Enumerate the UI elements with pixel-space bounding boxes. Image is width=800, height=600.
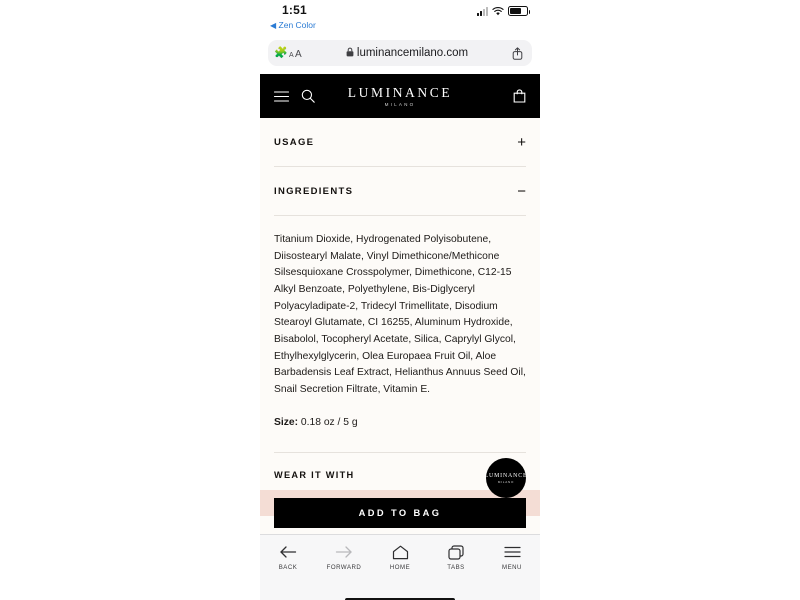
share-icon[interactable] — [508, 47, 526, 60]
add-to-bag-button[interactable]: ADD TO BAG — [274, 498, 526, 528]
extension-icon[interactable]: 🧩 — [274, 46, 288, 59]
home-indicator-area — [260, 593, 540, 600]
return-to-app-link[interactable] — [270, 20, 316, 30]
toolbar-home-button[interactable] — [376, 543, 424, 571]
accordion-usage-label: USAGE — [274, 137, 315, 148]
size-label: Size: — [274, 416, 299, 428]
toolbar-back-button[interactable] — [264, 543, 312, 571]
brand-subtitle: MILANO — [384, 102, 416, 107]
plus-icon: + — [517, 134, 526, 151]
browser-address-bar-container — [260, 36, 540, 74]
ingredients-text: Titanium Dioxide, Hydrogenated Polyisobutene, Diisostearyl Malate, Vinyl Dimethicone/Methicone Silsesquioxane Crosspolymer, Dimethicone, C12-15 Alkyl Benzoate, Polyethylene, Bis-Diglyceryl Polyacyladipate-2, Tridecyl Trimellitate, Disodium Stearoyl Glutamate, CI 16255, Aluminum Hydroxide, Bisabolol, Tocopheryl Acetate, Silica, Caprylyl Glycol, Ethylhexylglycerin, Olea Europaea Fruit Oil, Aloe Barbadensis Leaf Extract, Helianthus Annuus Seed Oil, Snail Secretion Filtrate, Vitamin E. — [274, 234, 526, 396]
toolbar-tabs-button[interactable] — [432, 543, 480, 571]
text-size-icon[interactable] — [288, 48, 306, 59]
toolbar-back-label: BACK — [278, 564, 298, 571]
badge-brand-name: LUMINANCE — [484, 472, 528, 479]
browser-bottom-toolbar — [260, 534, 540, 593]
website-viewport — [260, 74, 540, 534]
size-value: 0.18 oz / 5 g — [300, 416, 358, 428]
cellular-signal-icon — [477, 7, 488, 16]
hamburger-menu-icon[interactable] — [274, 91, 289, 102]
search-icon[interactable] — [301, 89, 315, 103]
url-text: luminancemilano.com — [356, 47, 469, 59]
accordion-ingredients[interactable] — [274, 167, 526, 216]
back-arrow-icon — [279, 543, 297, 561]
back-app-label: Zen Color — [278, 20, 316, 30]
toolbar-tabs-label: TABS — [447, 564, 465, 571]
status-indicators — [477, 6, 528, 16]
product-details-content — [260, 118, 540, 490]
status-bar — [260, 0, 540, 36]
toolbar-forward-button[interactable] — [320, 543, 368, 571]
back-chevron-icon: ◀ — [270, 21, 277, 30]
status-time: 1:51 — [282, 3, 307, 17]
shopping-bag-icon[interactable] — [513, 89, 526, 103]
floating-brand-badge[interactable] — [486, 458, 526, 498]
toolbar-home-label: HOME — [389, 564, 411, 571]
toolbar-menu-button[interactable] — [488, 543, 536, 571]
toolbar-forward-label: FORWARD — [326, 564, 362, 571]
address-bar[interactable] — [268, 40, 532, 66]
battery-icon — [508, 6, 528, 16]
svg-text:A: A — [289, 51, 294, 59]
site-header — [260, 74, 540, 118]
toolbar-menu-label: MENU — [502, 564, 522, 571]
accordion-usage[interactable] — [274, 118, 526, 167]
svg-text:A: A — [295, 48, 302, 59]
lock-icon — [346, 44, 354, 62]
add-to-bag-container — [260, 498, 540, 528]
forward-arrow-icon — [335, 543, 353, 561]
minus-icon: − — [517, 183, 526, 200]
phone-viewport — [260, 0, 540, 600]
tabs-icon — [448, 543, 464, 561]
url-display[interactable] — [306, 44, 508, 62]
product-size — [274, 417, 526, 428]
wifi-icon — [492, 7, 504, 16]
accordion-ingredients-label: INGREDIENTS — [274, 186, 354, 197]
brand-name: LUMINANCE — [347, 85, 453, 100]
menu-icon — [504, 543, 521, 561]
home-icon — [392, 543, 409, 561]
wear-it-with-title: WEAR IT WITH — [274, 469, 355, 480]
badge-brand-sub: MILANO — [497, 479, 515, 484]
